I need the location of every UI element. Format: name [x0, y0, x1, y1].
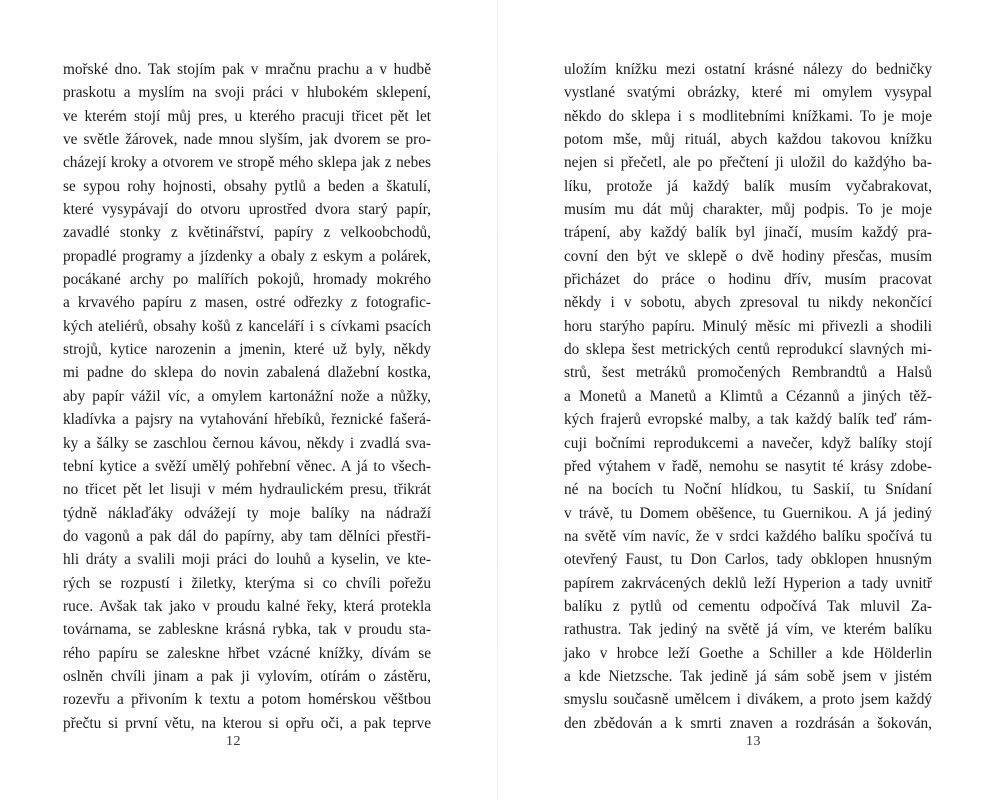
text-line: nejen si přečetl, ale po přečtení ji uložil do každýho ba- — [564, 154, 932, 172]
text-line: před výtahem v řadě, nemohu se nasytit té krásy zdobe- — [564, 457, 932, 475]
text-line: na světě vím navíc, že v srdci každého balíku spočívá tu — [564, 527, 932, 545]
text-line: přicházet do práce o hodinu dřív, musím pracovat — [564, 271, 932, 289]
text-line: líku, protože já každý balík musím vyčabrakovat, — [564, 177, 932, 195]
text-line: mi padne do sklepa do novin zabalená dlažební kostka, — [63, 364, 431, 382]
text-line: ve kterém stojí můj pres, u kterého pracuji třicet pět let — [63, 107, 431, 125]
text-line: den zbědován a k smrti znaven a rozdrásán a šokován, — [564, 714, 932, 732]
text-line: týdně náklaďáky odvážejí ty moje balíky na nádraží — [63, 504, 431, 522]
left-page-text — [63, 58, 431, 735]
text-line: covní den být ve sklepě o dvě hodiny přesčas, musím — [564, 247, 932, 265]
text-line: a kde Nietzsche. Tak jedině já sám sobě jsem v jistém — [564, 667, 932, 685]
text-line: pocákané archy po malířích pokojů, hromady mokrého — [63, 271, 431, 289]
text-line: kých ateliérů, obsahy košů z kanceláří i s cívkami psacích — [63, 317, 431, 335]
text-line: rozevřu a přivoním k textu a potom homérskou věštbou — [63, 691, 431, 709]
text-line: kladívka a pajsry na vytahování hřebíků, řeznické fašerá- — [63, 411, 431, 429]
text-line: praskotu a myslím na svoji práci v hlubokém sklepení, — [63, 84, 431, 102]
text-line: rých se rozpustí i žiletky, kterýma si co chvíli pořežu — [63, 574, 431, 592]
text-line: někdy i v sobotu, abych zpresoval tu nikdy nekončící — [564, 294, 932, 312]
page-number: 12 — [226, 734, 241, 749]
text-line: balíku z pytlů od cementu odpočívá Tak mluvil Za- — [564, 597, 932, 615]
right-page — [498, 0, 995, 800]
text-line: do sklepa šest metrických centů reprodukcí slavných mi- — [564, 341, 932, 359]
text-line: potom mše, můj rituál, abych každou takovou knížku — [564, 131, 932, 149]
text-line: horu starýho papíru. Minulý měsíc mi přivezli a shodili — [564, 317, 932, 335]
text-line: cuji bočními reprodukcemi a navečer, když balíky stojí — [564, 434, 932, 452]
text-line: trápení, aby každý balík byl jinačí, musím každý pra- — [564, 224, 932, 242]
text-line: rého papíru se zaleskne hřbet vzácné knížky, dívám se — [63, 644, 431, 662]
text-line: do vagonů a pak dál do papírny, aby tam dělníci přestři- — [63, 527, 431, 545]
text-line: kých frajerů evropské malby, a tak každý balík teď rám- — [564, 411, 932, 429]
text-line: mořské dno. Tak stojím pak v mračnu prachu a v hudbě — [63, 61, 431, 78]
text-line: zavadlé stonky z květinářství, papíry z velkoobchodů, — [63, 224, 431, 242]
text-line: musím mu dát můj charakter, můj podpis. To je moje — [564, 201, 932, 219]
text-line: né na bocích tu Noční hlídkou, tu Saskií, tu Snídaní — [564, 481, 932, 499]
text-line: propadlé programy a jízdenky a obaly z eskym a polárek, — [63, 247, 431, 265]
left-page — [0, 0, 497, 800]
text-line: tební kytice a svěží umělý pohřební věnec. A já to všech- — [63, 457, 431, 475]
text-line: ky a šálky se zaschlou černou kávou, někdy i zvadlá sva- — [63, 434, 431, 452]
text-line: a krvavého papíru z masen, ostré odřezky z fotografic- — [63, 294, 431, 312]
text-line: uložím knížku mezi ostatní krásné nálezy do bedničky — [564, 61, 932, 78]
text-line: které vysypávají do otvoru uprostřed dvora starý papír, — [63, 201, 431, 219]
text-line: ruce. Avšak tak jako v proudu kalné řeky, která protekla — [63, 597, 431, 615]
text-line: rathustra. Tak jediný na světě já vím, ve kterém balíku — [564, 621, 932, 639]
text-line: přečtu si první větu, na kterou si opřu oči, a pak teprve — [63, 714, 431, 732]
text-line: smyslu současně umělcem i divákem, a proto jsem každý — [564, 691, 932, 709]
text-line: otevřený Faust, tu Don Carlos, tady obklopen hnusným — [564, 551, 932, 569]
text-line: oslněn chvíli jinam a pak ji vylovím, otírám o zástěru, — [63, 667, 431, 685]
text-line: hli dráty a svalili moji práci do louhů a kyselin, ve kte- — [63, 551, 431, 569]
text-line: strů, šest metráků promočených Rembrandtů a Halsů — [564, 364, 932, 382]
text-line: strojů, kytice narozenin a jmenin, které už byly, někdy — [63, 341, 431, 359]
page-number: 13 — [746, 734, 761, 749]
text-line: v trávě, tu Domem oběšence, tu Guernikou. A já jediný — [564, 504, 932, 522]
text-line: jako v hrobce leží Goethe a Schiller a kde Hölderlin — [564, 644, 932, 662]
text-line: vystlané svatými obrázky, které mi omylem vysypal — [564, 84, 932, 102]
text-line: no třicet pět let lisuji v mém hydraulickém presu, třikrát — [63, 481, 431, 499]
text-line: se sypou rohy hojnosti, obsahy pytlů a beden a škatulí, — [63, 177, 431, 195]
right-page-text — [564, 58, 932, 735]
text-line: cházejí kroky a otvorem ve stropě mého sklepa jak z nebes — [63, 154, 431, 172]
text-line: aby papír vážil víc, a omylem kartonážní nože a nůžky, — [63, 387, 431, 405]
text-line: továrnama, se zableskne krásná rybka, tak v proudu sta- — [63, 621, 431, 639]
text-line: a Monetů a Manetů a Klimtů a Cézannů a jiných těž- — [564, 387, 932, 405]
text-line: ve světle žárovek, nade mnou slyším, jak dvorem se pro- — [63, 131, 431, 149]
text-line: papírem zakrvácených deklů leží Hyperion a tady uvnitř — [564, 574, 932, 592]
text-line: někdo do sklepa i s modlitebními knížkami. To je moje — [564, 107, 932, 125]
